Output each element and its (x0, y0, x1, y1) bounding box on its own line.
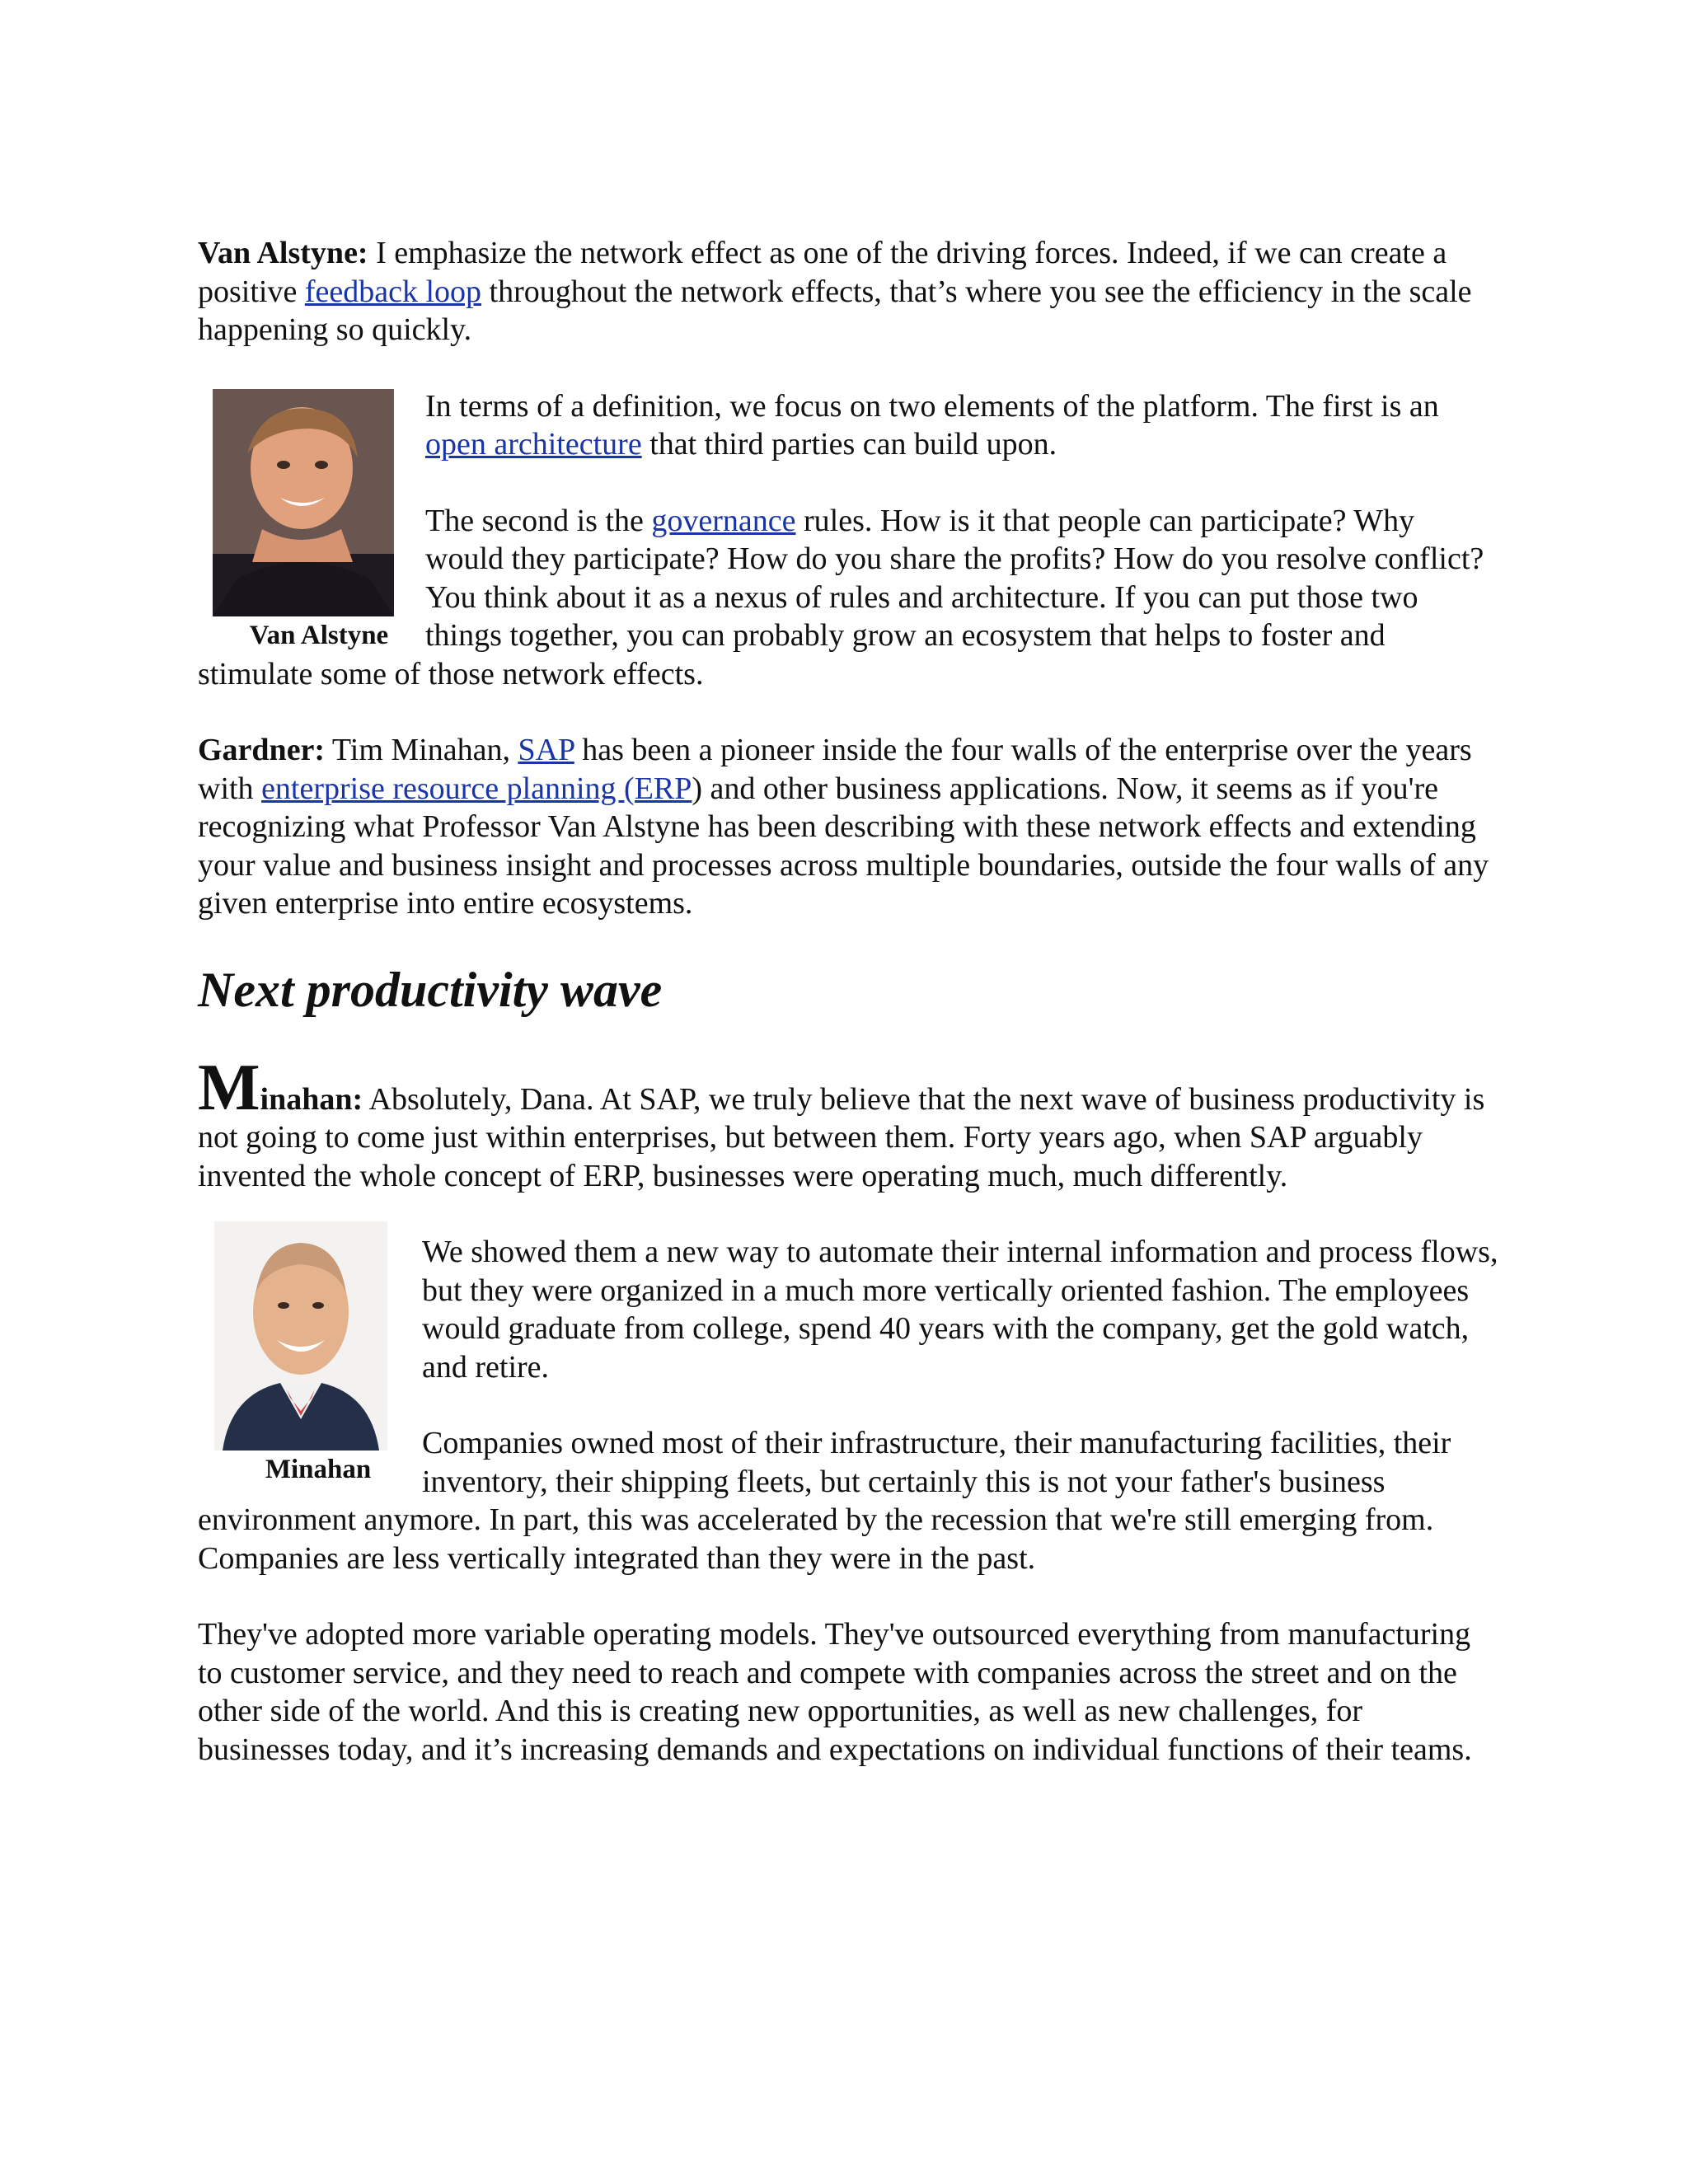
link-open-architecture[interactable]: open architecture (425, 427, 642, 462)
speaker-label: Gardner: (198, 733, 326, 767)
link-governance[interactable]: governance (651, 503, 796, 538)
paragraph-infrastructure: Companies owned most of their infrastructure, their manufacturing facilities, their inventory, their shipping fleets, but certainly this is not your father's business environment anymore. In part, this was accelerated by the recession that we're still emerging from. Companies are less vertically integrated than they were in the past. (198, 1426, 1451, 1576)
speaker-label: inahan: (260, 1081, 363, 1117)
paragraph-text: I emphasize the network effect as one of the driving forces. Indeed, if we can create a positive (198, 236, 1447, 309)
drop-cap: M (198, 1051, 260, 1124)
link-sap[interactable]: SAP (518, 733, 574, 767)
van-alstyne-figure (198, 389, 425, 653)
paragraph-text: In terms of a definition, we focus on two elements of the platform. The first is an (425, 388, 1439, 424)
article-page (198, 234, 1500, 1807)
paragraph-text: The second is the (425, 503, 652, 538)
paragraph-text: that third parties can build upon. (641, 427, 1057, 462)
minahan-photo (214, 1221, 387, 1451)
paragraph-vertical: We showed them a new way to automate their internal information and process flows, but they were organized in a much more vertically oriented fashion. The employees would graduate from college, spend 40 years with the company, get the gold watch, and retire. (422, 1235, 1498, 1385)
minahan-figure (198, 1221, 422, 1487)
paragraph-text: Tim Minahan, (325, 733, 518, 767)
paragraph-text: throughout the network effects, that’s where you see the efficiency in the scale happening so quickly. (198, 274, 1472, 347)
van-alstyne-photo (213, 389, 394, 616)
link-erp[interactable]: enterprise resource planning (ERP (261, 771, 692, 806)
section-heading: Next productivity wave (198, 962, 663, 1017)
paragraph-operating-models: They've adopted more variable operating models. They've outsourced everything from manufacturing to customer service, and they need to reach and compete with companies across the street and on the other side of the world. And this is creating new opportunities, as well as new challenges, for businesses today, and it’s increasing demands and expectations on individual functions of their teams. (198, 1617, 1472, 1767)
paragraph-minahan-intro (198, 1051, 1500, 1196)
paragraph-text: rules. How is it that people can participate? Why would they participate? How do you share the profits? How do you resolve conflict? You think about it as a nexus of rules and architecture. If you can put those two things together, you can probably grow an ecosystem that helps to foster and stimulate some of those network effects. (198, 503, 1484, 691)
paragraph-gardner (198, 731, 1500, 923)
minahan-caption: Minahan (265, 1455, 372, 1484)
link-feedback-loop[interactable]: feedback loop (304, 274, 482, 309)
speaker-label: Van Alstyne: (198, 236, 368, 270)
paragraph-van-alstyne-intro (198, 234, 1500, 349)
paragraph-text: ) and other business applications. Now, it seems as if you're recognizing what Professor Van Alstyne has been describing with these network effects and extending your value and business insight and processes across multiple boundaries, outside the four walls of any given enterprise into entire ecosystems. (198, 771, 1489, 921)
paragraph-text: Absolutely, Dana. At SAP, we truly believe that the next wave of business productivity is not going to come just within enterprises, but between them. Forty years ago, when SAP arguably invented the whole concept of ERP, businesses were operating much, much differently. (198, 1081, 1485, 1193)
paragraph-text: has been a pioneer inside the four walls of the enterprise over the years with (198, 733, 1472, 806)
van-alstyne-caption: Van Alstyne (249, 620, 389, 650)
